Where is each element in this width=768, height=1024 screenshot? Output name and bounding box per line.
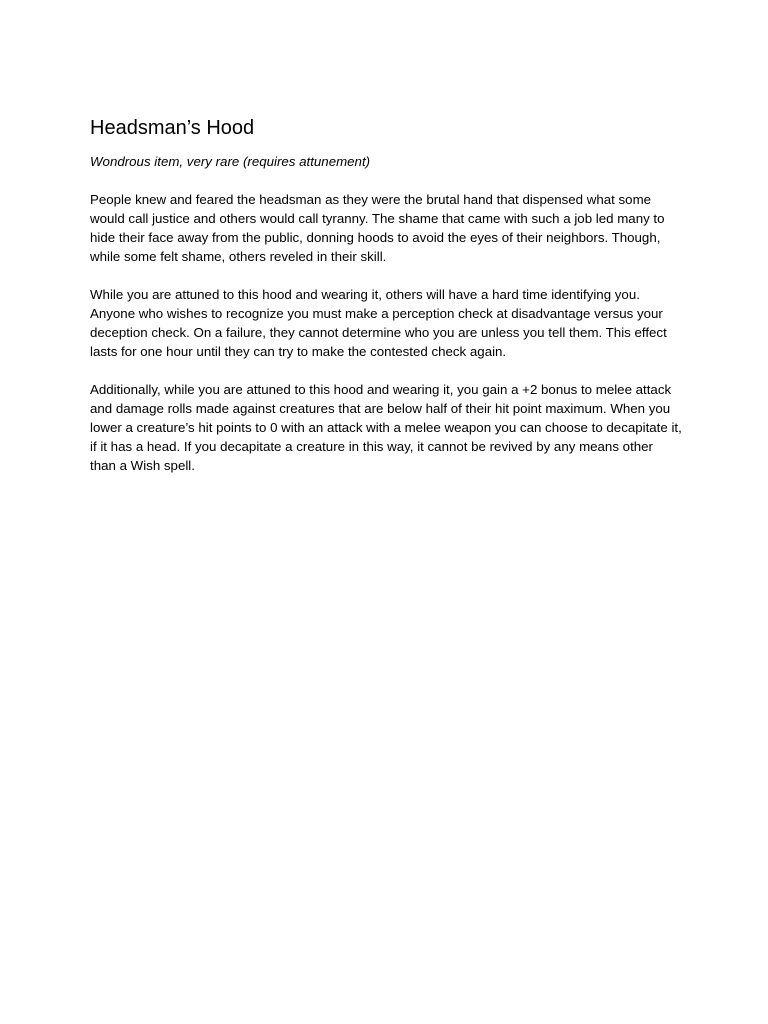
item-type-subtitle: Wondrous item, very rare (requires attunement) [90, 154, 371, 169]
document-body [90, 114, 682, 494]
paragraph-lore: People knew and feared the headsman as they were the brutal hand that dispensed what some would call justice and others would call tyranny. The shame that came with such a job led many to hide their face away from the public, donning hoods to avoid the eyes of their neighbors. Though, while some felt shame, others reveled in their skill. [90, 192, 665, 264]
paragraph-identity-effect: While you are attuned to this hood and wearing it, others will have a hard time identifying you. Anyone who wishes to recognize you must make a perception check at disadvantage versus your deception check. On a failure, they cannot determine who you are unless you tell them. This effect lasts for one hour until they can try to make the contested check again. [90, 287, 667, 359]
paragraph-decapitate-effect: Additionally, while you are attuned to this hood and wearing it, you gain a +2 bonus to melee attack and damage rolls made against creatures that are below half of their hit point maximum. When you lower a creature’s hit points to 0 with an attack with a melee weapon you can choose to decapitate it, if it has a head. If you decapitate a creature in this way, it cannot be revived by any means other than a Wish spell. [90, 382, 682, 473]
item-title: Headsman’s Hood [90, 117, 255, 139]
